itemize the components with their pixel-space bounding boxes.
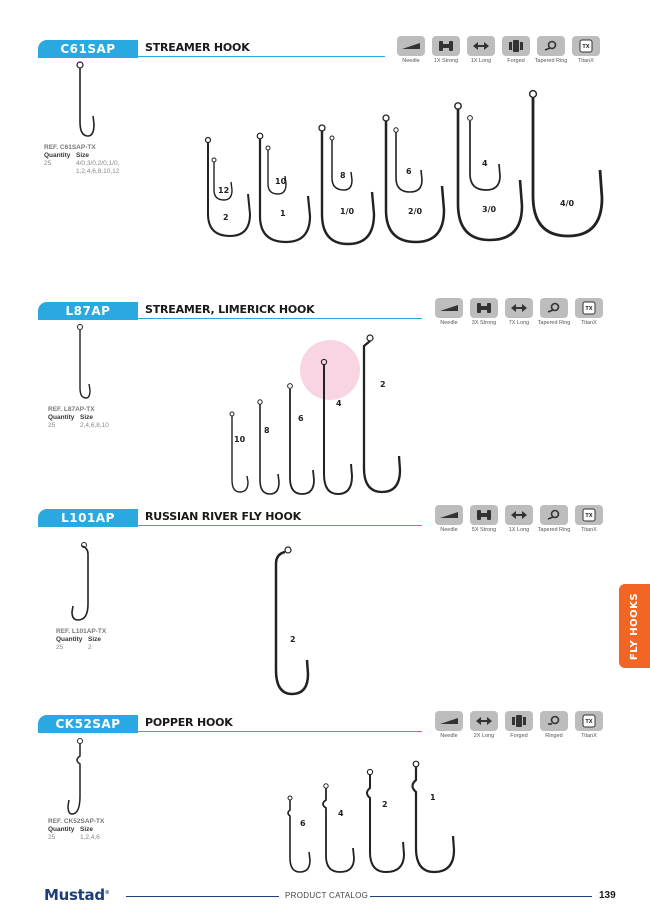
needle-point-icon: [435, 505, 463, 525]
feature-titanx: [574, 298, 604, 326]
ref-code: REF. CK52SAP-TX: [48, 818, 105, 825]
feature-label: TitanX: [581, 320, 597, 326]
feature-label: Needle: [440, 320, 458, 326]
feature-label: Forged: [510, 733, 528, 739]
quantity-label: Quantity: [48, 414, 75, 421]
size-label-2: 2: [290, 635, 296, 644]
feature-1x-strong: [431, 36, 461, 64]
hook-size-6: [288, 384, 314, 494]
product-code-tab: L87AP: [38, 302, 138, 320]
hook-size-illustration: [282, 760, 462, 880]
sizes-value: 2: [88, 644, 92, 651]
hook-thumbnail: [64, 736, 94, 820]
hook-title: STREAMER, LIMERICK HOOK: [145, 303, 315, 316]
feature-label: 3X Strong: [471, 320, 497, 326]
feature-label: Needle: [440, 527, 458, 533]
hook-title: STREAMER HOOK: [145, 41, 250, 54]
hook-size-2-0: [383, 115, 444, 242]
size-label-8: 8: [264, 426, 270, 435]
size-label-10: 10: [234, 435, 246, 444]
feature-label: Needle: [440, 733, 458, 739]
quantity-value: 25: [48, 422, 56, 429]
size-label: Size: [88, 636, 102, 643]
svg-text:TX: TX: [582, 44, 590, 50]
tapered-ring-icon: [537, 36, 565, 56]
quantity-value: 25: [48, 834, 56, 841]
feature-label: Needle: [402, 58, 420, 64]
feature-label: Ringed: [545, 733, 563, 739]
feature-tapered-ring: [539, 505, 569, 533]
sizes-value: 2,4,6,8,10: [80, 422, 109, 429]
sizes-value-cont: 1,2,4,6,8,10,12: [76, 168, 120, 175]
ref-code: REF. C61SAP-TX: [44, 144, 96, 151]
feature-label: TitanX: [578, 58, 594, 64]
feature-label: 7X Long: [508, 320, 530, 326]
hook-size-illustration: [262, 544, 322, 700]
size-label-2: 2: [223, 213, 229, 222]
product-code-tab: C61SAP: [38, 40, 138, 58]
size-label: Size: [80, 414, 94, 421]
svg-text:TX: TX: [585, 719, 593, 725]
feature-1x-long: [466, 36, 496, 64]
size-label-1: 1: [430, 793, 436, 802]
spec-block: [44, 144, 119, 176]
hook-size-illustration: [222, 332, 422, 498]
title-underline: [138, 56, 385, 57]
hook-size-6: [288, 796, 310, 872]
footer-divider: [370, 896, 592, 897]
sizes-value: 4/0,3/0,2/0,1/0,: [76, 160, 120, 167]
tapered-ring-icon: [540, 505, 568, 525]
title-underline: [138, 318, 422, 319]
hook-title: POPPER HOOK: [145, 716, 233, 729]
feature-1x-long: [504, 505, 534, 533]
feature-label: 5X Strong: [471, 527, 497, 533]
feature-label: 1X Long: [470, 58, 492, 64]
title-underline: [138, 731, 422, 732]
hook-size-8: [330, 136, 352, 190]
size-label-2: 2: [380, 380, 386, 389]
feature-5x-strong: [469, 505, 499, 533]
hook-thumbnail: [68, 540, 98, 624]
product-code-tab: CK52SAP: [38, 715, 138, 733]
hook-thumbnail: [68, 322, 98, 402]
svg-text:TX: TX: [585, 513, 593, 519]
feature-forged: [501, 36, 531, 64]
title-underline: [138, 525, 422, 526]
feature-label: 1X Long: [508, 527, 530, 533]
forged-icon: [505, 711, 533, 731]
feature-label: 2X Long: [473, 733, 495, 739]
feature-needle: [434, 711, 464, 739]
watermark-logo: [300, 340, 360, 400]
needle-point-icon: [397, 36, 425, 56]
length-arrows-icon: [470, 711, 498, 731]
feature-label: 1X Strong: [433, 58, 459, 64]
hook-size-10: [230, 412, 248, 492]
length-arrows-icon: [505, 298, 533, 318]
hook-size-2: [364, 335, 400, 492]
size-label-6: 6: [300, 819, 306, 828]
titanx-icon: [575, 505, 603, 525]
feature-icons: [434, 298, 604, 326]
titanx-icon: [575, 298, 603, 318]
needle-point-icon: [435, 298, 463, 318]
hook-size-2: [367, 769, 404, 872]
feature-label: TitanX: [581, 527, 597, 533]
feature-titanx: [574, 505, 604, 533]
feature-ringed: [539, 711, 569, 739]
feature-label: Tapered Ring: [537, 320, 571, 326]
ref-code: REF. L101AP-TX: [56, 628, 107, 635]
hook-size-4-0: [530, 91, 602, 236]
ref-code: REF. L87AP-TX: [48, 406, 95, 413]
spec-block: [48, 406, 109, 430]
footer: [0, 884, 650, 908]
size-label-10: 10: [275, 177, 287, 186]
spec-block: [56, 628, 106, 652]
size-label-4-0: 4/0: [560, 199, 575, 208]
length-arrows-icon: [505, 505, 533, 525]
size-label-4: 4: [336, 399, 342, 408]
feature-icons: [434, 505, 604, 533]
quantity-value: 25: [44, 160, 52, 167]
feature-7x-long: [504, 298, 534, 326]
hook-size-3-0: [455, 103, 522, 240]
mustad-logo: Mustad®: [44, 886, 110, 904]
feature-needle: [434, 505, 464, 533]
hook-size-10: [266, 146, 286, 194]
feature-label: Forged: [507, 58, 525, 64]
hook-size-4: [323, 784, 354, 872]
product-code-tab: L101AP: [38, 509, 138, 527]
feature-label: TitanX: [581, 733, 597, 739]
quantity-value: 25: [56, 644, 64, 651]
feature-label: Tapered Ring: [534, 58, 568, 64]
size-label-2-0: 2/0: [408, 207, 423, 216]
feature-titanx: [574, 711, 604, 739]
feature-label: Tapered Ring: [537, 527, 571, 533]
size-label-6: 6: [298, 414, 304, 423]
page-number: 139: [599, 890, 616, 901]
feature-icons: [396, 36, 601, 64]
quantity-label: Quantity: [56, 636, 83, 643]
hook-size-2: [276, 547, 308, 694]
hook-size-1: [257, 133, 310, 242]
sizes-value: 1,2,4,6: [80, 834, 100, 841]
size-label-4: 4: [338, 809, 344, 818]
size-label-12: 12: [218, 186, 230, 195]
strength-icon: [470, 298, 498, 318]
quantity-label: Quantity: [48, 826, 75, 833]
hook-title: RUSSIAN RIVER FLY HOOK: [145, 510, 301, 523]
titanx-icon: [572, 36, 600, 56]
needle-point-icon: [435, 711, 463, 731]
feature-needle: [434, 298, 464, 326]
titanx-icon: [575, 711, 603, 731]
strength-icon: [470, 505, 498, 525]
size-label-4: 4: [482, 159, 488, 168]
footer-divider: [126, 896, 279, 897]
hook-size-8: [258, 400, 279, 494]
feature-forged: [504, 711, 534, 739]
forged-icon: [502, 36, 530, 56]
feature-titanx: [571, 36, 601, 64]
length-arrows-icon: [467, 36, 495, 56]
feature-3x-strong: [469, 298, 499, 326]
svg-text:TX: TX: [585, 306, 593, 312]
size-label-6: 6: [406, 167, 412, 176]
size-label-1: 1: [280, 209, 286, 218]
feature-icons: [434, 711, 604, 739]
spec-block: [48, 818, 104, 842]
hook-size-1: [413, 761, 455, 872]
fly-hooks-side-tab[interactable]: FLY HOOKS: [619, 584, 650, 668]
ring-eye-icon: [540, 711, 568, 731]
size-label: Size: [76, 152, 90, 159]
hook-size-6: [394, 128, 422, 192]
hook-size-illustration: [190, 86, 610, 250]
hook-thumbnail: [68, 60, 98, 140]
feature-2x-long: [469, 711, 499, 739]
feature-needle: [396, 36, 426, 64]
size-label: Size: [80, 826, 94, 833]
hook-size-4: [468, 116, 500, 190]
footer-catalog-label: PRODUCT CATALOG: [285, 891, 369, 900]
strength-icon: [432, 36, 460, 56]
size-label-2: 2: [382, 800, 388, 809]
size-label-8: 8: [340, 171, 346, 180]
size-label-1-0: 1/0: [340, 207, 355, 216]
size-label-3-0: 3/0: [482, 205, 497, 214]
feature-tapered-ring: [539, 298, 569, 326]
quantity-label: Quantity: [44, 152, 71, 159]
tapered-ring-icon: [540, 298, 568, 318]
hook-size-1-0: [319, 125, 374, 244]
feature-tapered-ring: [536, 36, 566, 64]
